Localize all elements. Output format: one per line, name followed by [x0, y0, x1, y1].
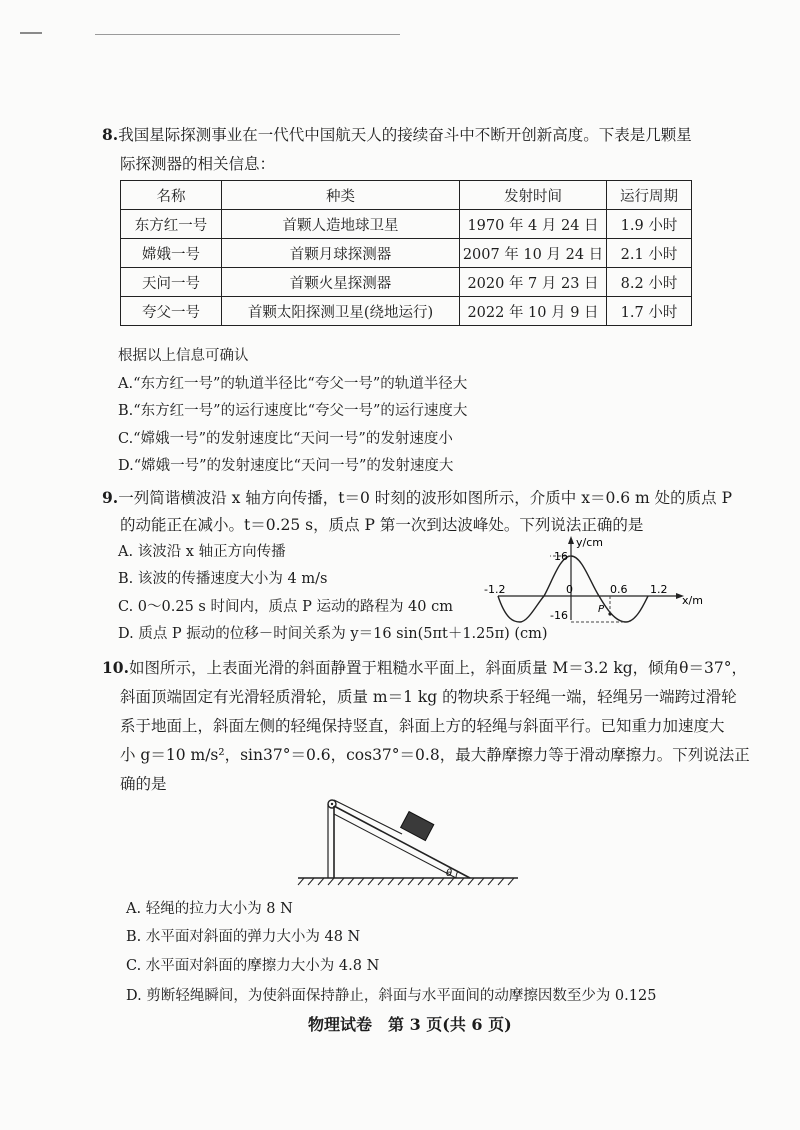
table-cell: 首颗人造地球卫星	[222, 210, 460, 239]
q10-stem-line2: 斜面顶端固定有光滑轻质滑轮，质量 m＝1 kg 的物块系于轻绳一端，轻绳另一端跨过滑轮	[120, 688, 737, 706]
q10-option-a: A. 轻绳的拉力大小为 8 N	[126, 901, 293, 917]
q8-option-c: C.“嫦娥一号”的发射速度比“天问一号”的发射速度小	[118, 431, 453, 447]
tick-neg16: -16	[550, 609, 568, 622]
q10-stem-text1: 如图所示，上表面光滑的斜面静置于粗糙水平面上，斜面质量 M＝3.2 kg，倾角θ＝37°，	[128, 659, 747, 677]
table-cell: 首颗太阳探测卫星(绕地运行)	[222, 297, 460, 326]
table-row	[121, 268, 692, 297]
wave-graph	[470, 534, 703, 624]
q8-stem-line2: 际探测器的相关信息：	[120, 155, 276, 173]
tick-neg1.2: -1.2	[484, 583, 506, 596]
table-cell: 东方红一号	[121, 210, 222, 239]
q8-stem-text1: 我国星际探测事业在一代代中国航天人的接续奋斗中不断开创新高度。下表是几颗星	[118, 126, 692, 144]
block	[401, 812, 434, 841]
table-header-cell: 名称	[121, 181, 222, 210]
angle-arc	[456, 871, 458, 878]
slope-rope	[334, 800, 402, 834]
q8-lead: 根据以上信息可确认	[118, 348, 249, 364]
tick-origin: 0	[566, 583, 573, 596]
q9-option-d: D. 质点 P 振动的位移－时间关系为 y＝16 sin(5πt＋1.25π) (cm)	[118, 626, 548, 642]
header-rule	[95, 34, 400, 35]
q10-stem-line1	[102, 654, 747, 682]
page-footer: 物理试卷 第 3 页(共 6 页)	[308, 1015, 512, 1034]
q9-number: 9.	[102, 488, 119, 507]
q10-option-d: D. 剪断轻绳瞬间，为使斜面保持静止，斜面与水平面间的动摩擦因数至少为 0.125	[126, 988, 657, 1004]
q8-option-d: D.“嫦娥一号”的发射速度比“天问一号”的发射速度大	[118, 458, 454, 474]
q10-stem-line5: 确的是	[120, 775, 167, 793]
q8-stem-line1	[102, 121, 692, 149]
table-cell: 2022 年 10 月 9 日	[460, 297, 607, 326]
q8-option-b: B.“东方红一号”的运行速度比“夸父一号”的运行速度大	[118, 403, 468, 419]
q9-option-c: C. 0～0.25 s 时间内，质点 P 运动的路程为 40 cm	[118, 599, 453, 615]
x-axis-label: x/m	[682, 594, 703, 607]
table-cell: 夸父一号	[121, 297, 222, 326]
q10-option-c: C. 水平面对斜面的摩擦力大小为 4.8 N	[126, 958, 380, 974]
q10-option-b: B. 水平面对斜面的弹力大小为 48 N	[126, 929, 361, 945]
q8-number: 8.	[102, 125, 119, 144]
tick-0.6: 0.6	[610, 583, 628, 596]
angle-label: θ	[446, 868, 453, 879]
q9-stem-line1	[102, 484, 732, 512]
q10-stem-line4: 小 g＝10 m/s²，sin37°＝0.6，cos37°＝0.8，最大静摩擦力等于滑动摩擦力。下列说法正	[120, 746, 750, 764]
table-cell: 1.7 小时	[607, 297, 692, 326]
table-header-row	[121, 181, 692, 210]
table-cell: 2007 年 10 月 24 日	[460, 239, 607, 268]
q9-stem-text1: 一列简谐横波沿 x 轴方向传播，t＝0 时刻的波形如图所示，介质中 x＝0.6 m 处的质点 P	[118, 489, 733, 507]
table-header-cell: 发射时间	[460, 181, 607, 210]
incline-diagram	[296, 794, 522, 886]
point-p	[608, 612, 611, 615]
table-row	[121, 239, 692, 268]
table-cell: 天问一号	[121, 268, 222, 297]
table-cell: 1970 年 4 月 24 日	[460, 210, 607, 239]
table-cell: 8.2 小时	[607, 268, 692, 297]
table-header-cell: 种类	[222, 181, 460, 210]
pulley-axle	[331, 803, 333, 805]
q10-stem-line3: 系于地面上，斜面左侧的轻绳保持竖直，斜面上方的轻绳与斜面平行。已知重力加速度大	[120, 717, 725, 735]
q9-stem-line2: 的动能正在减小。t＝0.25 s，质点 P 第一次到达波峰处。下列说法正确的是	[120, 516, 644, 534]
point-p-label: P	[598, 604, 605, 615]
table-cell: 1.9 小时	[607, 210, 692, 239]
probe-info-table	[120, 180, 692, 326]
q9-option-b: B. 该波的传播速度大小为 4 m/s	[118, 571, 328, 587]
table-row	[121, 210, 692, 239]
q10-number: 10.	[102, 658, 129, 677]
q9-option-a: A. 该波沿 x 轴正方向传播	[118, 544, 286, 560]
q8-option-a: A.“东方红一号”的轨道半径比“夸父一号”的轨道半径大	[118, 376, 468, 392]
tick-16: 16	[554, 550, 568, 563]
ground-hatching	[298, 878, 514, 885]
y-axis-label: y/cm	[576, 536, 603, 549]
table-cell: 首颗火星探测器	[222, 268, 460, 297]
y-axis-arrow-icon	[568, 536, 574, 544]
table-row	[121, 297, 692, 326]
table-cell: 2020 年 7 月 23 日	[460, 268, 607, 297]
table-cell: 2.1 小时	[607, 239, 692, 268]
scan-mark	[20, 32, 42, 34]
table-cell: 嫦娥一号	[121, 239, 222, 268]
table-cell: 首颗月球探测器	[222, 239, 460, 268]
incline-edge	[334, 814, 456, 878]
tick-1.2: 1.2	[650, 583, 668, 596]
table-header-cell: 运行周期	[607, 181, 692, 210]
